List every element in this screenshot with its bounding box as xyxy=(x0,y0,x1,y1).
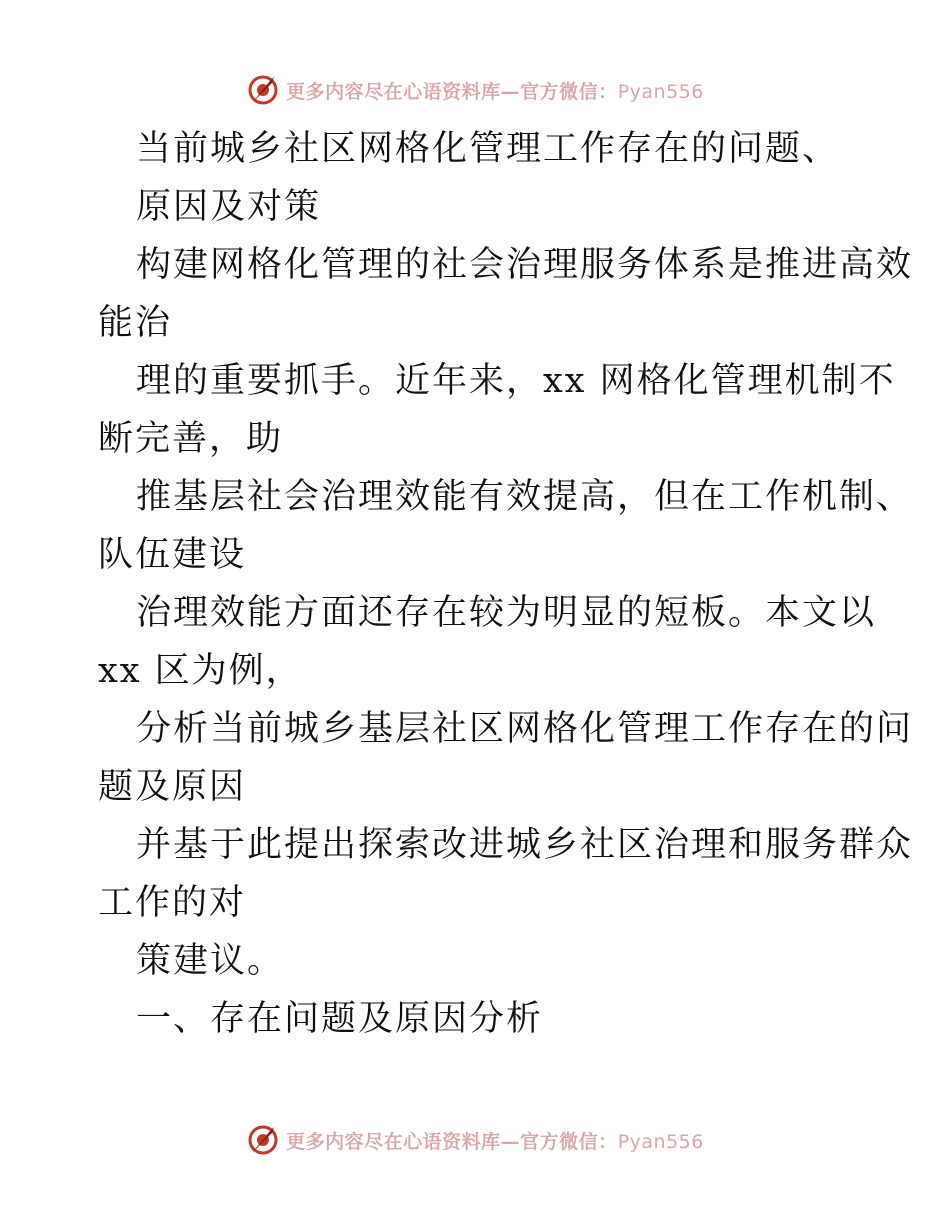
watermark-text: 更多内容尽在心语资料库—官方微信：Pyan556 xyxy=(286,1130,704,1153)
text-line: 分析当前城乡基层社区网格化管理工作存在的问 xyxy=(136,709,914,749)
quill-pen-logo-icon xyxy=(246,73,280,107)
text-line: 治理效能方面还存在较为明显的短板。本文以 xyxy=(136,593,877,633)
text-line: 工作的对 xyxy=(98,883,247,923)
text-line: 当前城乡社区网格化管理工作存在的问题、 xyxy=(136,129,840,169)
text-line: 推基层社会治理效能有效提高，但在工作机制、 xyxy=(136,477,914,517)
watermark-text: 更多内容尽在心语资料库—官方微信：Pyan556 xyxy=(286,80,704,103)
text-line: 理的重要抓手。近年来，xx 网格化管理机制不 xyxy=(136,361,896,401)
text-line: 能治 xyxy=(98,303,173,343)
text-line: 原因及对策 xyxy=(136,187,322,227)
text-line: 并基于此提出探索改进城乡社区治理和服务群众 xyxy=(136,825,914,865)
text-line: 队伍建设 xyxy=(98,535,247,575)
quill-pen-logo-icon xyxy=(246,1123,280,1157)
text-line: 策建议。 xyxy=(136,941,285,981)
text-line: 构建网格化管理的社会治理服务体系是推进高效 xyxy=(136,245,914,285)
text-line: 题及原因 xyxy=(98,767,247,807)
text-line: 断完善，助 xyxy=(98,419,284,459)
text-line: xx 区为例， xyxy=(98,651,303,691)
text-line: 一、存在问题及原因分析 xyxy=(136,999,544,1039)
footer-watermark xyxy=(0,1120,950,1160)
document-body xyxy=(98,120,914,1048)
header-watermark xyxy=(0,70,950,110)
